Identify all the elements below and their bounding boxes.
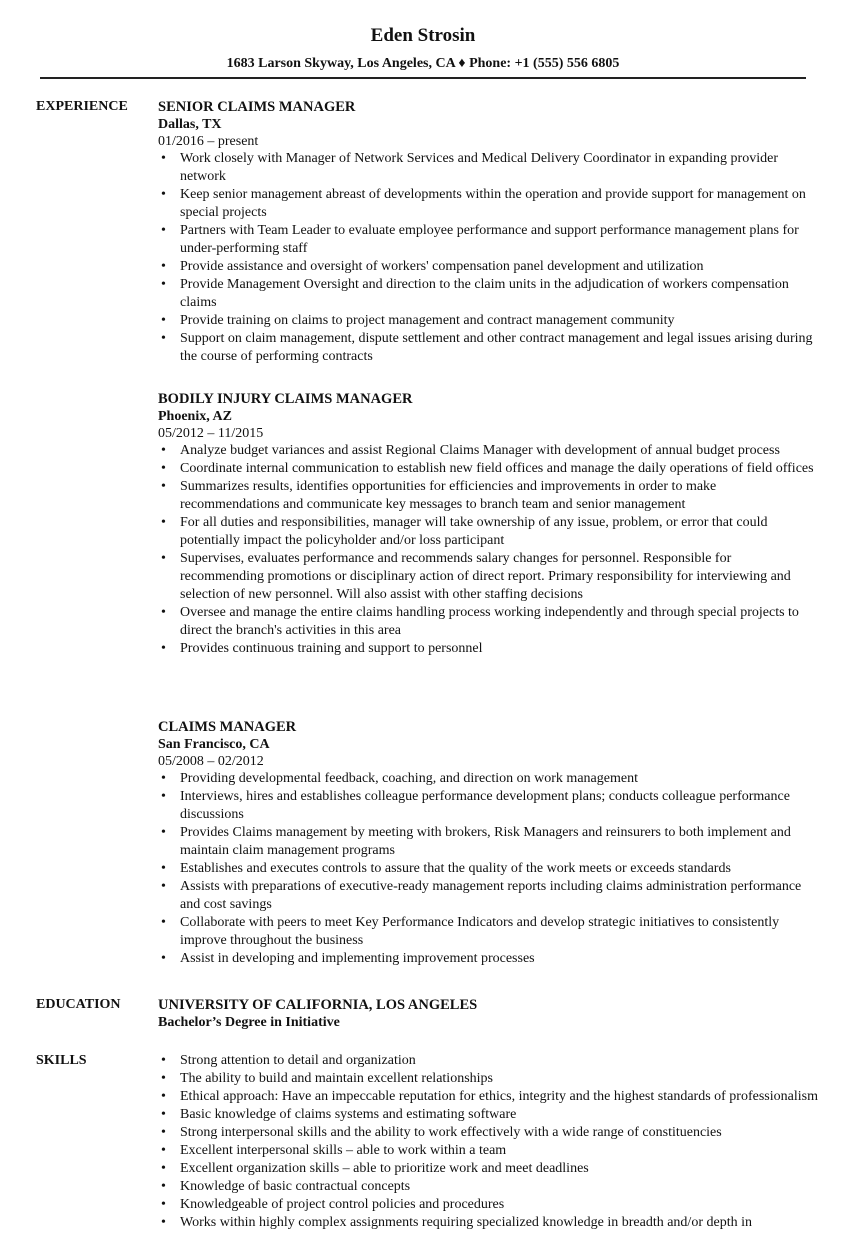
list-item: • The ability to build and maintain excellent relationships (158, 1070, 818, 1088)
section-title-skills: SKILLS (36, 1053, 87, 1068)
section-title-experience: EXPERIENCE (36, 99, 128, 114)
list-item: • Providing developmental feedback, coaching, and direction on work management (158, 770, 818, 788)
list-item: • Provides Claims management by meeting with brokers, Risk Managers and reinsurers to both implement and maintain claim management programs (158, 824, 818, 860)
list-item: • Provide training on claims to project management and contract management community (158, 312, 818, 330)
job-location: Dallas, TX (158, 117, 222, 132)
list-item: • Collaborate with peers to meet Key Performance Indicators and develop strategic initiatives to consistently improve throughout the business (158, 914, 818, 950)
section-title-education: EDUCATION (36, 997, 121, 1012)
list-item: • Work closely with Manager of Network Services and Medical Delivery Coordinator in expanding provider network (158, 150, 818, 186)
job-dates: 05/2012 – 11/2015 (158, 426, 264, 441)
list-item: • Assist in developing and implementing improvement processes (158, 950, 818, 968)
job-bullets (158, 770, 818, 968)
job-dates: 01/2016 – present (158, 134, 259, 149)
list-item: • Basic knowledge of claims systems and estimating software (158, 1106, 818, 1124)
list-item: • Oversee and manage the entire claims handling process working independently and through special projects to direct the branch's activities in this area (158, 604, 818, 640)
list-item: • Provide Management Oversight and direction to the claim units in the adjudication of workers compensation claims (158, 276, 818, 312)
contact-line: 1683 Larson Skyway, Los Angeles, CA ♦ Phone: +1 (555) 556 6805 (226, 56, 620, 71)
list-item: • Coordinate internal communication to establish new field offices and manage the daily operations of field offices (158, 460, 818, 478)
candidate-name: Eden Strosin (370, 25, 476, 46)
list-item: • Strong attention to detail and organization (158, 1052, 818, 1070)
list-item: • Interviews, hires and establishes colleague performance development plans; conducts colleague performance discussions (158, 788, 818, 824)
list-item: • Ethical approach: Have an impeccable reputation for ethics, integrity and the highest standards of professionalism (158, 1088, 818, 1106)
list-item: • For all duties and responsibilities, manager will take ownership of any issue, problem, or error that could potentially impact the policyholder and/or loss participant (158, 514, 818, 550)
job-senior-claims-manager (158, 98, 818, 366)
job-bodily-injury-claims-manager (158, 390, 818, 658)
header-divider (40, 77, 806, 79)
list-item: • Keep senior management abreast of developments within the operation and provide support for management on special projects (158, 186, 818, 222)
list-item: • Excellent organization skills – able to prioritize work and meet deadlines (158, 1160, 818, 1178)
job-title: BODILY INJURY CLAIMS MANAGER (158, 391, 413, 407)
job-title: SENIOR CLAIMS MANAGER (158, 99, 356, 115)
job-bullets (158, 442, 818, 658)
school-name: UNIVERSITY OF CALIFORNIA, LOS ANGELES (158, 997, 478, 1013)
list-item: • Provides continuous training and support to personnel (158, 640, 818, 658)
list-item: • Establishes and executes controls to assure that the quality of the work meets or exceeds standards (158, 860, 818, 878)
list-item: • Summarizes results, identifies opportunities for efficiencies and improvements in order to make recommendations and communicate key messages to branch team and senior management (158, 478, 818, 514)
degree: Bachelor’s Degree in Initiative (158, 1015, 340, 1030)
list-item: • Works within highly complex assignments requiring specialized knowledge in breadth and/or depth in (158, 1214, 818, 1232)
job-dates: 05/2008 – 02/2012 (158, 754, 264, 769)
list-item: • Assists with preparations of executive-ready management reports including claims administration performance and cost savings (158, 878, 818, 914)
job-bullets (158, 150, 818, 366)
list-item: • Partners with Team Leader to evaluate employee performance and support performance management plans for under-performing staff (158, 222, 818, 258)
resume-header (40, 24, 806, 72)
list-item: • Provide assistance and oversight of workers' compensation panel development and utilization (158, 258, 818, 276)
education-entry (158, 996, 818, 1032)
list-item: • Strong interpersonal skills and the ability to work effectively with a wide range of constituencies (158, 1124, 818, 1142)
job-location: San Francisco, CA (158, 737, 270, 752)
list-item: • Supervises, evaluates performance and recommends salary changes for personnel. Responsible for recommending promotions or disciplinary action of direct report. Primary responsibility for interviewing and selection of new personnel. Will also assist with other staffing decisions (158, 550, 818, 604)
job-location: Phoenix, AZ (158, 409, 232, 424)
job-title: CLAIMS MANAGER (158, 719, 297, 735)
list-item: • Analyze budget variances and assist Regional Claims Manager with development of annual budget process (158, 442, 818, 460)
list-item: • Knowledge of basic contractual concepts (158, 1178, 818, 1196)
job-claims-manager (158, 718, 818, 968)
list-item: • Knowledgeable of project control policies and procedures (158, 1196, 818, 1214)
skills-list-container (158, 1052, 818, 1232)
list-item: • Excellent interpersonal skills – able to work within a team (158, 1142, 818, 1160)
skills-list (158, 1052, 818, 1232)
list-item: • Support on claim management, dispute settlement and other contract management and legal issues arising during the course of performing contracts (158, 330, 818, 366)
